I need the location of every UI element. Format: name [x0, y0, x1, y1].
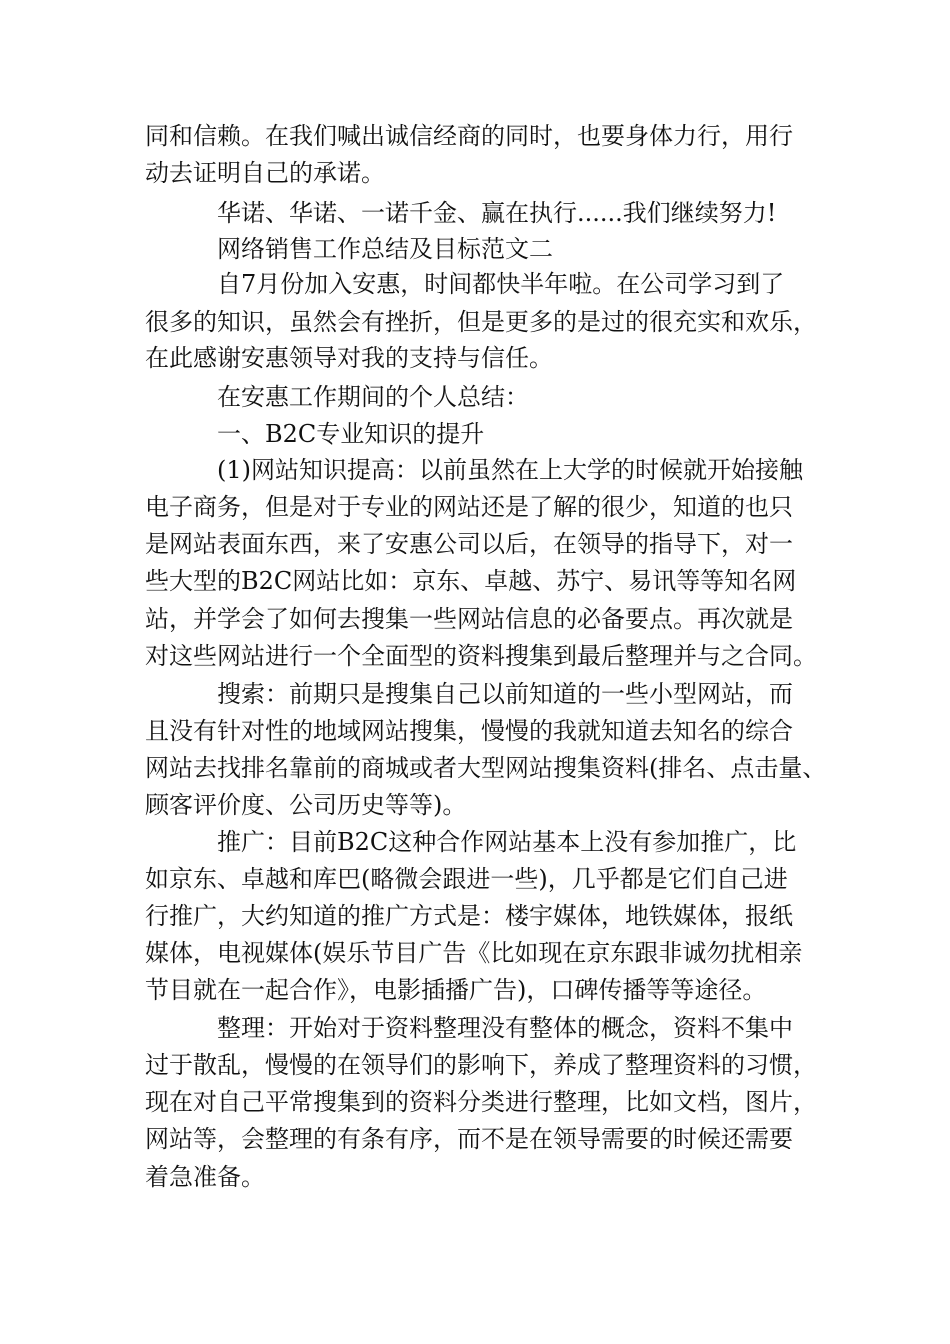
section-heading: 网络销售工作总结及目标范文二	[217, 235, 553, 263]
text-line: 自7月份加入安惠，时间都快半年啦。在公司学习到了	[217, 270, 785, 298]
text-line: 过于散乱，慢慢的在领导们的影响下，养成了整理资料的习惯，	[145, 1051, 817, 1079]
text-line: 华诺、华诺、一诺千金、赢在执行......我们继续努力!	[217, 199, 777, 227]
subsection-heading: 一、B2C专业知识的提升	[217, 420, 485, 448]
text-line: 电子商务，但是对于专业的网站还是了解的很少，知道的也只	[145, 493, 793, 521]
text-line: 是网站表面东西，来了安惠公司以后，在领导的指导下，对一	[145, 530, 793, 558]
text-line: 网站等，会整理的有条有序，而不是在领导需要的时候还需要	[145, 1125, 793, 1153]
text-line: 媒体，电视媒体(娱乐节目广告《比如现在京东跟非诚勿扰相亲	[145, 939, 803, 967]
text-line: 且没有针对性的地域网站搜集，慢慢的我就知道去知名的综合	[145, 717, 793, 745]
text-line: 顾客评价度、公司历史等等)。	[145, 791, 467, 819]
text-line: 如京东、卓越和库巴(略微会跟进一些)，几乎都是它们自己进	[145, 865, 788, 893]
text-line: 搜索：前期只是搜集自己以前知道的一些小型网站，而	[217, 680, 793, 708]
text-line: 在此感谢安惠领导对我的支持与信任。	[145, 344, 553, 372]
text-line: (1)网站知识提高：以前虽然在上大学的时候就开始接触	[217, 456, 803, 484]
text-line: 推广：目前B2C这种合作网站基本上没有参加推广，比	[217, 828, 797, 856]
text-line: 着急准备。	[145, 1163, 265, 1191]
text-line: 对这些网站进行一个全面型的资料搜集到最后整理并与之合同。	[145, 642, 817, 670]
text-line: 同和信赖。在我们喊出诚信经商的同时，也要身体力行，用行	[145, 122, 793, 150]
text-line: 站，并学会了如何去搜集一些网站信息的必备要点。再次就是	[145, 605, 793, 633]
text-line: 整理：开始对于资料整理没有整体的概念，资料不集中	[217, 1014, 793, 1042]
text-line: 些大型的B2C网站比如：京东、卓越、苏宁、易讯等等知名网	[145, 567, 797, 595]
text-line: 网站去找排名靠前的商城或者大型网站搜集资料(排名、点击量、	[145, 754, 827, 782]
text-line: 在安惠工作期间的个人总结：	[217, 383, 529, 411]
text-line: 节目就在一起合作》，电影插播广告)，口碑传播等等途径。	[145, 976, 767, 1004]
text-line: 现在对自己平常搜集到的资料分类进行整理，比如文档，图片，	[145, 1088, 817, 1116]
text-line: 很多的知识，虽然会有挫折，但是更多的是过的很充实和欢乐，	[145, 308, 817, 336]
text-line: 行推广，大约知道的推广方式是：楼宇媒体，地铁媒体，报纸	[145, 902, 793, 930]
text-line: 动去证明自己的承诺。	[145, 159, 385, 187]
